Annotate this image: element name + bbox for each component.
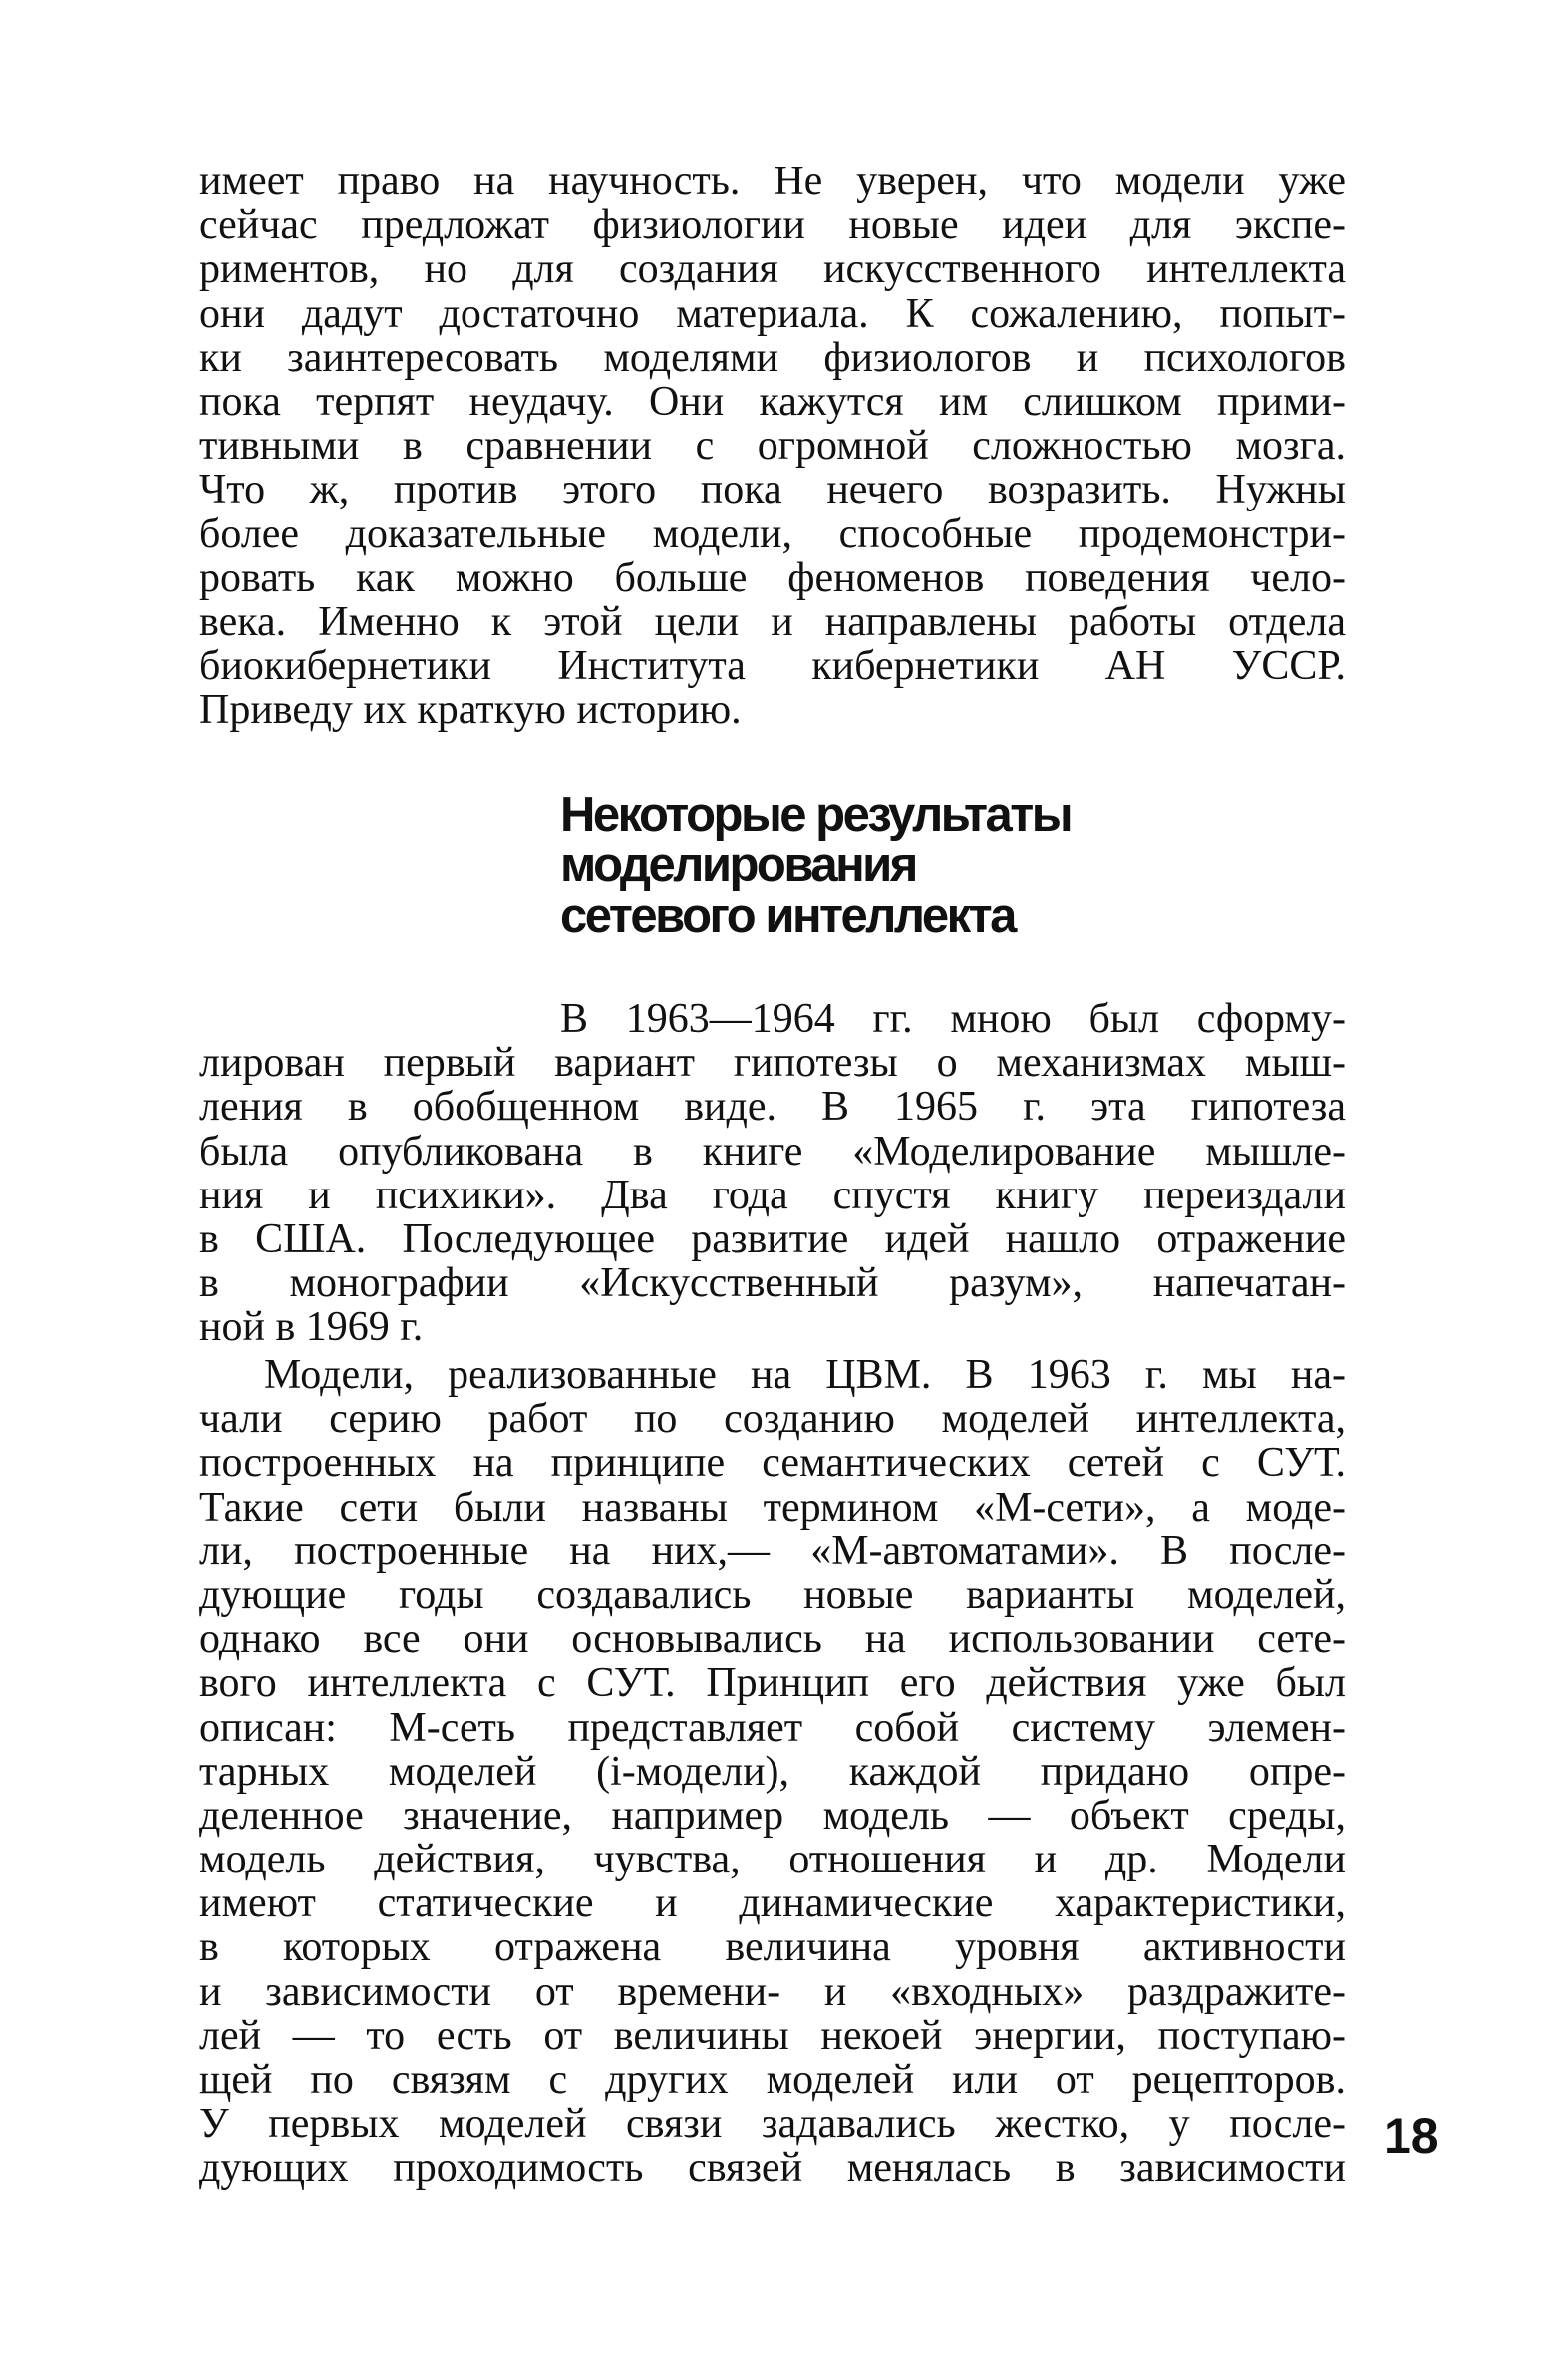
text-line: биокибернетики Института кибернетики АН УССР.	[199, 643, 1346, 690]
text-line: описан: М-сеть представляет собой систему элемен-	[199, 1704, 1346, 1751]
text-line: ной в 1969 г.	[199, 1304, 424, 1351]
text-line: сейчас предложат физиологии новые идеи для экспе-	[199, 202, 1346, 249]
text-line: была опубликована в книге «Моделирование мышле-	[199, 1128, 1346, 1175]
text-line: лей — то есть от величины некоей энергии, поступаю-	[199, 2012, 1346, 2059]
text-line: построенных на принципе семантических сетей с СУТ.	[199, 1440, 1346, 1487]
text-line: лирован первый вариант гипотезы о механизмах мыш-	[199, 1040, 1346, 1087]
text-line: века. Именно к этой цели и направлены работы отдела	[199, 598, 1346, 645]
text-line: Приведу их краткую историю.	[199, 687, 742, 734]
text-line: Что ж, против этого пока нечего возразить. Нужны	[199, 467, 1346, 513]
text-line: деленное значение, например модель — объект среды,	[199, 1792, 1346, 1839]
text-line: имеют статические и динамические характеристики,	[199, 1880, 1346, 1927]
intro-paragraph	[199, 160, 1346, 732]
text-line: тивными в сравнении с огромной сложностью мозга.	[199, 423, 1346, 470]
heading-line: Некоторые результаты	[560, 788, 1072, 842]
text-line: в монографии «Искусственный разум», напечатан-	[199, 1260, 1346, 1307]
text-line: чали серию работ по созданию моделей интеллекта,	[199, 1396, 1346, 1443]
text-line: ровать как можно больше феноменов поведения чело-	[199, 554, 1346, 601]
text-line: они дадут достаточно материала. К сожалению, попыт-	[199, 290, 1346, 337]
paragraph-1	[199, 997, 1346, 1350]
text-line: в США. Последующее развитие идей нашло отражение	[199, 1215, 1346, 1262]
text-line: ли, построенные на них,— «М-автоматами». В после-	[199, 1528, 1346, 1574]
text-line: дующие годы создавались новые варианты моделей,	[199, 1571, 1346, 1618]
text-line: Модели, реализованные на ЦВМ. В 1963 г. мы на-	[264, 1352, 1346, 1398]
text-line: в которых отражена величина уровня активности	[199, 1924, 1346, 1971]
text-line: Такие сети были названы термином «М-сети», а моде-	[199, 1484, 1346, 1530]
text-line: тарных моделей (i-модели), каждой придано опре-	[199, 1748, 1346, 1795]
text-line: ления в обобщенном виде. В 1965 г. эта гипотеза	[199, 1084, 1346, 1131]
text-line: вого интеллекта с СУТ. Принцип его действия уже был	[199, 1660, 1346, 1707]
text-line: имеет право на научность. Не уверен, что модели уже	[199, 159, 1346, 204]
text-line: модель действия, чувства, отношения и др. Модели	[199, 1837, 1346, 1883]
section-heading	[560, 790, 1278, 942]
text-line: и зависимости от времени- и «входных» раздражите-	[199, 1968, 1346, 2015]
heading-line: моделирования	[560, 839, 916, 892]
text-line: однако все они основывались на использовании сете-	[199, 1616, 1346, 1663]
text-line: риментов, но для создания искусственного интеллекта	[199, 246, 1346, 293]
text-line: ки заинтересовать моделями физиологов и психологов	[199, 334, 1346, 381]
text-line: более доказательные модели, способные продемонстри-	[199, 510, 1346, 557]
page-number: 18	[1384, 2108, 1439, 2164]
text-line: У первых моделей связи задавались жестко, у после-	[199, 2101, 1346, 2148]
paragraph-2	[199, 1353, 1346, 2191]
text-line: пока терпят неудачу. Они кажутся им слишком прими-	[199, 378, 1346, 425]
text-line: щей по связям с других моделей или от рецепторов.	[199, 2057, 1346, 2103]
text-line: дующих проходимость связей менялась в зависимости	[199, 2145, 1346, 2192]
text-line: В 1963—1964 гг. мною был сформу-	[560, 996, 1346, 1042]
heading-line: сетевого интеллекта	[560, 889, 1015, 943]
text-line: ния и психики». Два года спустя книгу переиздали	[199, 1172, 1346, 1218]
